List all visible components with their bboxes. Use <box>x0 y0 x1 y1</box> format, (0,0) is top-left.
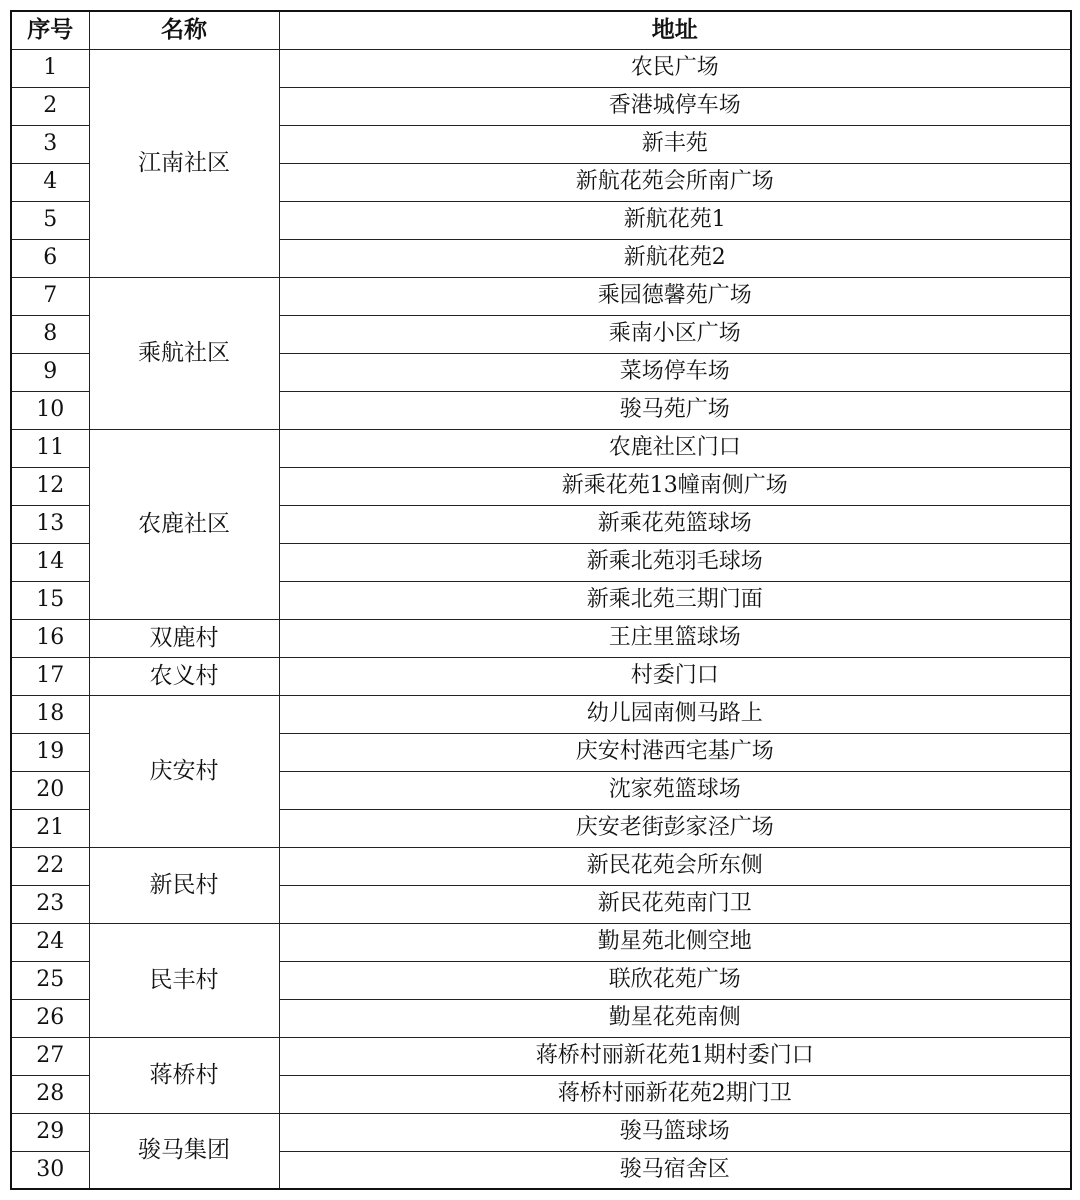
community-name-cell: 农鹿社区 <box>89 429 279 619</box>
serial-number-cell: 6 <box>11 239 89 277</box>
serial-number-cell: 23 <box>11 885 89 923</box>
serial-number-cell: 15 <box>11 581 89 619</box>
serial-number-cell: 16 <box>11 619 89 657</box>
serial-number-cell: 18 <box>11 695 89 733</box>
address-cell: 村委门口 <box>279 657 1071 695</box>
table-body <box>11 49 1071 1189</box>
address-cell: 蒋桥村丽新花苑2期门卫 <box>279 1075 1071 1113</box>
address-cell: 香港城停车场 <box>279 87 1071 125</box>
address-cell: 新乘北苑羽毛球场 <box>279 543 1071 581</box>
address-cell: 联欣花苑广场 <box>279 961 1071 999</box>
serial-number-cell: 26 <box>11 999 89 1037</box>
serial-number-cell: 21 <box>11 809 89 847</box>
serial-number-cell: 11 <box>11 429 89 467</box>
serial-number-cell: 17 <box>11 657 89 695</box>
serial-number-cell: 10 <box>11 391 89 429</box>
community-name-cell: 民丰村 <box>89 923 279 1037</box>
address-cell: 骏马篮球场 <box>279 1113 1071 1151</box>
address-cell: 沈家苑篮球场 <box>279 771 1071 809</box>
community-name-cell: 乘航社区 <box>89 277 279 429</box>
address-cell: 庆安村港西宅基广场 <box>279 733 1071 771</box>
header-serial-number: 序号 <box>11 11 89 49</box>
address-cell: 骏马苑广场 <box>279 391 1071 429</box>
community-name-cell: 双鹿村 <box>89 619 279 657</box>
address-cell: 蒋桥村丽新花苑1期村委门口 <box>279 1037 1071 1075</box>
address-cell: 新民花苑南门卫 <box>279 885 1071 923</box>
community-name-cell: 骏马集团 <box>89 1113 279 1189</box>
table-row <box>11 1037 1071 1075</box>
address-cell: 新航花苑1 <box>279 201 1071 239</box>
serial-number-cell: 24 <box>11 923 89 961</box>
address-cell: 农民广场 <box>279 49 1071 87</box>
serial-number-cell: 25 <box>11 961 89 999</box>
community-name-cell: 农义村 <box>89 657 279 695</box>
address-cell: 新民花苑会所东侧 <box>279 847 1071 885</box>
address-cell: 新乘花苑篮球场 <box>279 505 1071 543</box>
table-row <box>11 657 1071 695</box>
location-table <box>10 10 1072 1190</box>
address-cell: 乘南小区广场 <box>279 315 1071 353</box>
table-row <box>11 429 1071 467</box>
address-cell: 庆安老街彭家泾广场 <box>279 809 1071 847</box>
address-cell: 新航花苑2 <box>279 239 1071 277</box>
table-row <box>11 847 1071 885</box>
address-cell: 新乘北苑三期门面 <box>279 581 1071 619</box>
table-row <box>11 49 1071 87</box>
serial-number-cell: 20 <box>11 771 89 809</box>
serial-number-cell: 9 <box>11 353 89 391</box>
address-cell: 菜场停车场 <box>279 353 1071 391</box>
community-name-cell: 蒋桥村 <box>89 1037 279 1113</box>
serial-number-cell: 1 <box>11 49 89 87</box>
table-row <box>11 1113 1071 1151</box>
serial-number-cell: 14 <box>11 543 89 581</box>
address-cell: 新乘花苑13幢南侧广场 <box>279 467 1071 505</box>
serial-number-cell: 27 <box>11 1037 89 1075</box>
table-row <box>11 695 1071 733</box>
serial-number-cell: 13 <box>11 505 89 543</box>
address-cell: 勤星花苑南侧 <box>279 999 1071 1037</box>
address-cell: 新航花苑会所南广场 <box>279 163 1071 201</box>
table-row <box>11 277 1071 315</box>
table-row <box>11 923 1071 961</box>
serial-number-cell: 30 <box>11 1151 89 1189</box>
location-table-container <box>10 10 1070 1190</box>
community-name-cell: 新民村 <box>89 847 279 923</box>
serial-number-cell: 28 <box>11 1075 89 1113</box>
serial-number-cell: 29 <box>11 1113 89 1151</box>
address-cell: 王庄里篮球场 <box>279 619 1071 657</box>
address-cell: 骏马宿舍区 <box>279 1151 1071 1189</box>
serial-number-cell: 5 <box>11 201 89 239</box>
address-cell: 农鹿社区门口 <box>279 429 1071 467</box>
serial-number-cell: 8 <box>11 315 89 353</box>
serial-number-cell: 12 <box>11 467 89 505</box>
serial-number-cell: 4 <box>11 163 89 201</box>
community-name-cell: 江南社区 <box>89 49 279 277</box>
address-cell: 乘园德馨苑广场 <box>279 277 1071 315</box>
serial-number-cell: 22 <box>11 847 89 885</box>
serial-number-cell: 3 <box>11 125 89 163</box>
serial-number-cell: 7 <box>11 277 89 315</box>
community-name-cell: 庆安村 <box>89 695 279 847</box>
serial-number-cell: 19 <box>11 733 89 771</box>
address-cell: 勤星苑北侧空地 <box>279 923 1071 961</box>
table-header-row <box>11 11 1071 49</box>
table-row <box>11 619 1071 657</box>
address-cell: 幼儿园南侧马路上 <box>279 695 1071 733</box>
address-cell: 新丰苑 <box>279 125 1071 163</box>
header-name: 名称 <box>89 11 279 49</box>
header-address: 地址 <box>279 11 1071 49</box>
serial-number-cell: 2 <box>11 87 89 125</box>
